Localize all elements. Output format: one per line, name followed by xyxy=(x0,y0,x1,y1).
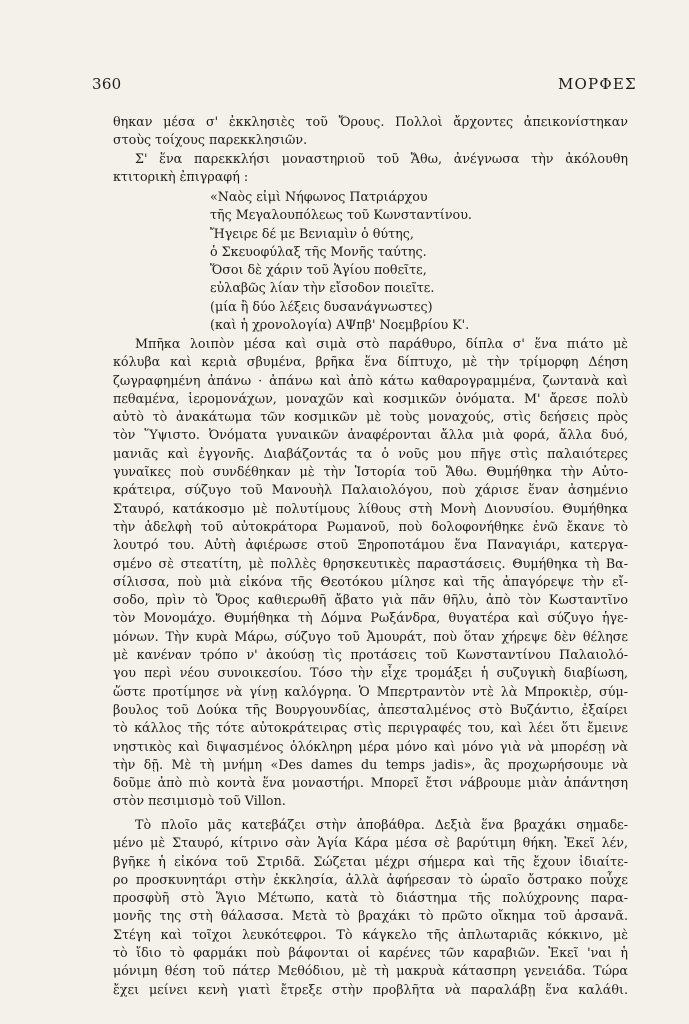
text-line: θηκαν μέσα σ' ἐκκλησιὲς τοῦ Ὄρους. Πολλοὶ ἄρχοντες ἀπεικονίστηκαν xyxy=(113,114,628,129)
text-line: τὸ κάλλος τῆς τότε αὐτοκράτειρας στὶς περιγραφές του, καὶ λέει ὅτι ἔμεινε xyxy=(113,720,628,736)
text-line: δοῦμε ἀπὸ πιὸ κοντὰ ἕνα μοναστήρι. Μπορεῖ ἔτσι νάβρουμε μιὰν ἀπάντηση xyxy=(113,775,628,791)
text-line: λουτρό του. Αὐτὴ ἀφιέρωσε στοῦ Ξηροποτάμου ἕνα Παναγιάρι, κατεργα- xyxy=(113,537,628,553)
text-line: τὸν Μονομάχο. Θυμήθηκα τὴ Δόμνα Ρωξάνδρα, θυγατέρα καὶ σύζυγο ἡγε- xyxy=(113,610,628,626)
page-number: 360 xyxy=(92,75,122,93)
text-line: Στέγη καὶ τοῖχοι λευκότεφροι. Τὸ κάγκελο τῆς ἀπλωταριᾶς κόκκινο, μὲ xyxy=(113,926,628,942)
text-line: προσφὺῆ στὸ Ἅγιο Μέτωπο, κατὰ τὸ διάστημα τῆς πολύχρονης παρα- xyxy=(113,890,628,906)
intro-paragraph xyxy=(113,113,628,186)
text-line: τὴν ἀδελφὴ τοῦ αὐτοκράτορα Ρωμανοῦ, ποὺ δολοφονήθηκε ἐνῶ ἔκανε τὸ xyxy=(113,518,628,534)
text-line: τὴν δῇ. Μὲ τὴ μνήμη «Des dames du temps jadis», ἂς προχωρήσουμε νὰ xyxy=(113,756,628,772)
inscription-line: Ἤγειρε δέ με Βενιαμὶν ὁ θύτης, xyxy=(210,225,414,241)
text-line: στὸν πεσιμισμὸ τοῦ Villon. xyxy=(113,793,286,809)
text-line: γου περὶ νέου συνοικεσίου. Τόσο τὴν εἶχε τρομάξει ἡ συζυγικὴ διαβίωση, xyxy=(113,665,628,681)
text-line: γυναῖκες ποὺ συνδέθηκαν μὲ τὴν Ἱστορία τοῦ Ἄθω. Θυμήθηκα τὴν Αὐτο- xyxy=(113,464,628,480)
text-line: ρο προσκυνητάρι στὴν ἐκκλησία, ἀλλὰ ἀφήρεσαν τὸ ὡραῖο ὄστρακο ποὖχε xyxy=(113,871,628,887)
text-line: μανιᾶς καὶ ἐγγονῆς. Διαβάζοντάς τα ὁ νοῦς μου πῆγε στὶς παλαιότερες xyxy=(113,445,628,461)
text-line: κόλυβα καὶ κεριὰ σβυμένα, βρῆκα ἕνα δίπτυχο, μὲ τὴν τρίμορφη Δέηση xyxy=(113,354,628,370)
text-line: τὸ ἴδιο τὸ φαρμάκι ποὺ βάφονται οἱ καρένες τῶν καραβιῶν. Ἐκεῖ 'ναι ἡ xyxy=(113,945,628,961)
text-line: αὐτὸ τὸ ἀνακάτωμα τῶν κοσμικῶν μὲ τοὺς μοναχούς, στὶς δεήσεις πρὸς xyxy=(113,409,628,425)
text-line: Τὸ πλοῖο μᾶς κατεβάζει στὴν ἀποβάθρα. Δεξιὰ ἕνα βραχάκι σημαδε- xyxy=(135,817,628,832)
inscription-line: εὐλαβῶς λίαν τὴν εἴσοδον ποιεῖτε. xyxy=(210,280,435,296)
text-line: βουλος τοῦ Δούκα τῆς Βουργουνδίας, ἀπεσταλμένος στὸ Βυζάντιο, ἐξαίρει xyxy=(113,701,628,717)
body-paragraph xyxy=(113,335,628,811)
text-line: μόνων. Τὴν κυρὰ Μάρω, σύζυγο τοῦ Ἀμουράτ, ποὺ ὅταν χήρεψε δὲν θέλησε xyxy=(113,628,628,644)
text-line: Σ' ἕνα παρεκκλήσι μοναστηριοῦ τοῦ Ἄθω, ἀνέγνωσα τὴν ἀκόλουθη xyxy=(135,150,628,166)
text-line: μὲ κανέναν τρόπο ν' ἀκούσῃ τὶς προτάσεις τοῦ Κωνσταντίνου Παλαιολό- xyxy=(113,647,628,663)
inscription-line: (καὶ ἡ χρονολογία) ΑΨπβ' Νοεμβρίου Κ'. xyxy=(210,317,470,333)
journal-title: ΜΟΡΦΕΣ xyxy=(558,75,637,93)
text-line: μονῆς της στὴ θάλασσα. Μετὰ τὸ βραχάκι τὸ πρῶτο οἴκημα τοῦ ἀρσανᾶ. xyxy=(113,908,628,924)
text-line: στοὺς τοίχους παρεκκλησιῶν. xyxy=(113,132,308,148)
text-line: σμένο σὲ στεατίτη, μὲ πολλὲς θρησκευτικὲς παραστάσεις. Θυμήθηκα τὴ Βα- xyxy=(113,555,628,571)
inscription-quote xyxy=(210,188,472,334)
inscription-line: Ὅσοι δὲ χάριν τοῦ Ἁγίου ποθεῖτε, xyxy=(210,262,427,278)
inscription-line: «Ναὸς εἰμὶ Νήφωνος Πατριάρχου xyxy=(210,189,428,204)
text-line: πεθαμένα, ἱερομονάχων, μοναχῶν καὶ κοσμικῶν ὀνόματα. Μ' ἄρεσε πολὺ xyxy=(113,390,628,406)
inscription-line: ὁ Σκευοφύλαξ τῆς Μονῆς ταύτης. xyxy=(210,243,427,259)
text-line: μένο μὲ Σταυρό, κίτρινο σὰν Ἁγία Κάρα μέσα σὲ βαρύτιμη θήκη. Ἐκεῖ λέν, xyxy=(113,835,628,851)
text-line: σίλισσα, ποὺ μιὰ εἰκόνα τῆς Θεοτόκου μίλησε καὶ τῆς ἀπαγόρεψε τὴν εἴ- xyxy=(113,573,628,589)
text-line: νηστικὸς καὶ διψασμένος ὁλόκληρη μέρα μόνο καὶ μόνο γιὰ νὰ μπορέσῃ νὰ xyxy=(113,738,628,754)
text-line: κτιτορικὴ ἐπιγραφή : xyxy=(113,168,249,184)
text-line: μόνιμη θέση τοῦ πάτερ Μεθόδιου, μὲ τὴ μακρυὰ κάτασπρη γενειάδα. Τώρα xyxy=(113,963,628,979)
text-line: σοδο, πρὶν τὸ Ὄρος καθιερωθῆ ἄβατο γιὰ πᾶν θῆλυ, ἀπὸ τὸν Κωσταντῖνο xyxy=(113,592,628,608)
text-line: κράτειρα, σύζυγο τοῦ Μανουὴλ Παλαιολόγου, ποὺ χάρισε ἕναν ἀσημένιο xyxy=(113,482,628,498)
text-line: ὥστε προτίμησε νὰ γίνῃ καλόγρηα. Ὁ Μπερτραντὸν ντὲ λὰ Μπροκιὲρ, σύμ- xyxy=(113,683,628,699)
text-line: Μπῆκα λοιπὸν μέσα καὶ σιμὰ στὸ παράθυρο, δίπλα σ' ἕνα πιάτο μὲ xyxy=(135,336,628,351)
text-line: ἔχει μείνει κενὴ γιατὶ ἔτρεξε στὴν προβλῆτα νὰ παραλάβῃ ἕνα καλάθι. xyxy=(113,981,628,997)
text-line: Σταυρό, κατάκοσμο μὲ πολυτίμους λίθους στὴ Μονὴ Διονυσίου. Θυμήθηκα xyxy=(113,500,628,516)
inscription-line: τῆς Μεγαλουπόλεως τοῦ Κωνσταντίνου. xyxy=(210,207,472,223)
text-line: τὸν Ὕψιστο. Ὀνόματα γυναικῶν ἀναφέρονται ἄλλα μιὰ φορά, ἄλλα δυό, xyxy=(113,427,628,443)
final-paragraph xyxy=(113,816,628,999)
text-line: βγῆκε ἡ εἰκόνα τοῦ Στριδᾶ. Σώζεται μέχρι σήμερα καὶ τῆς ἔχουν ἰδιαίτε- xyxy=(113,853,628,869)
text-line: ζωγραφημένη ἀπάνω · ἀπάνω καὶ ἀπὸ κάτω καθαρογραμμένα, ζωντανὰ καὶ xyxy=(113,372,628,388)
inscription-line: (μία ἢ δύο λέξεις δυσανάγνωστες) xyxy=(210,298,433,314)
